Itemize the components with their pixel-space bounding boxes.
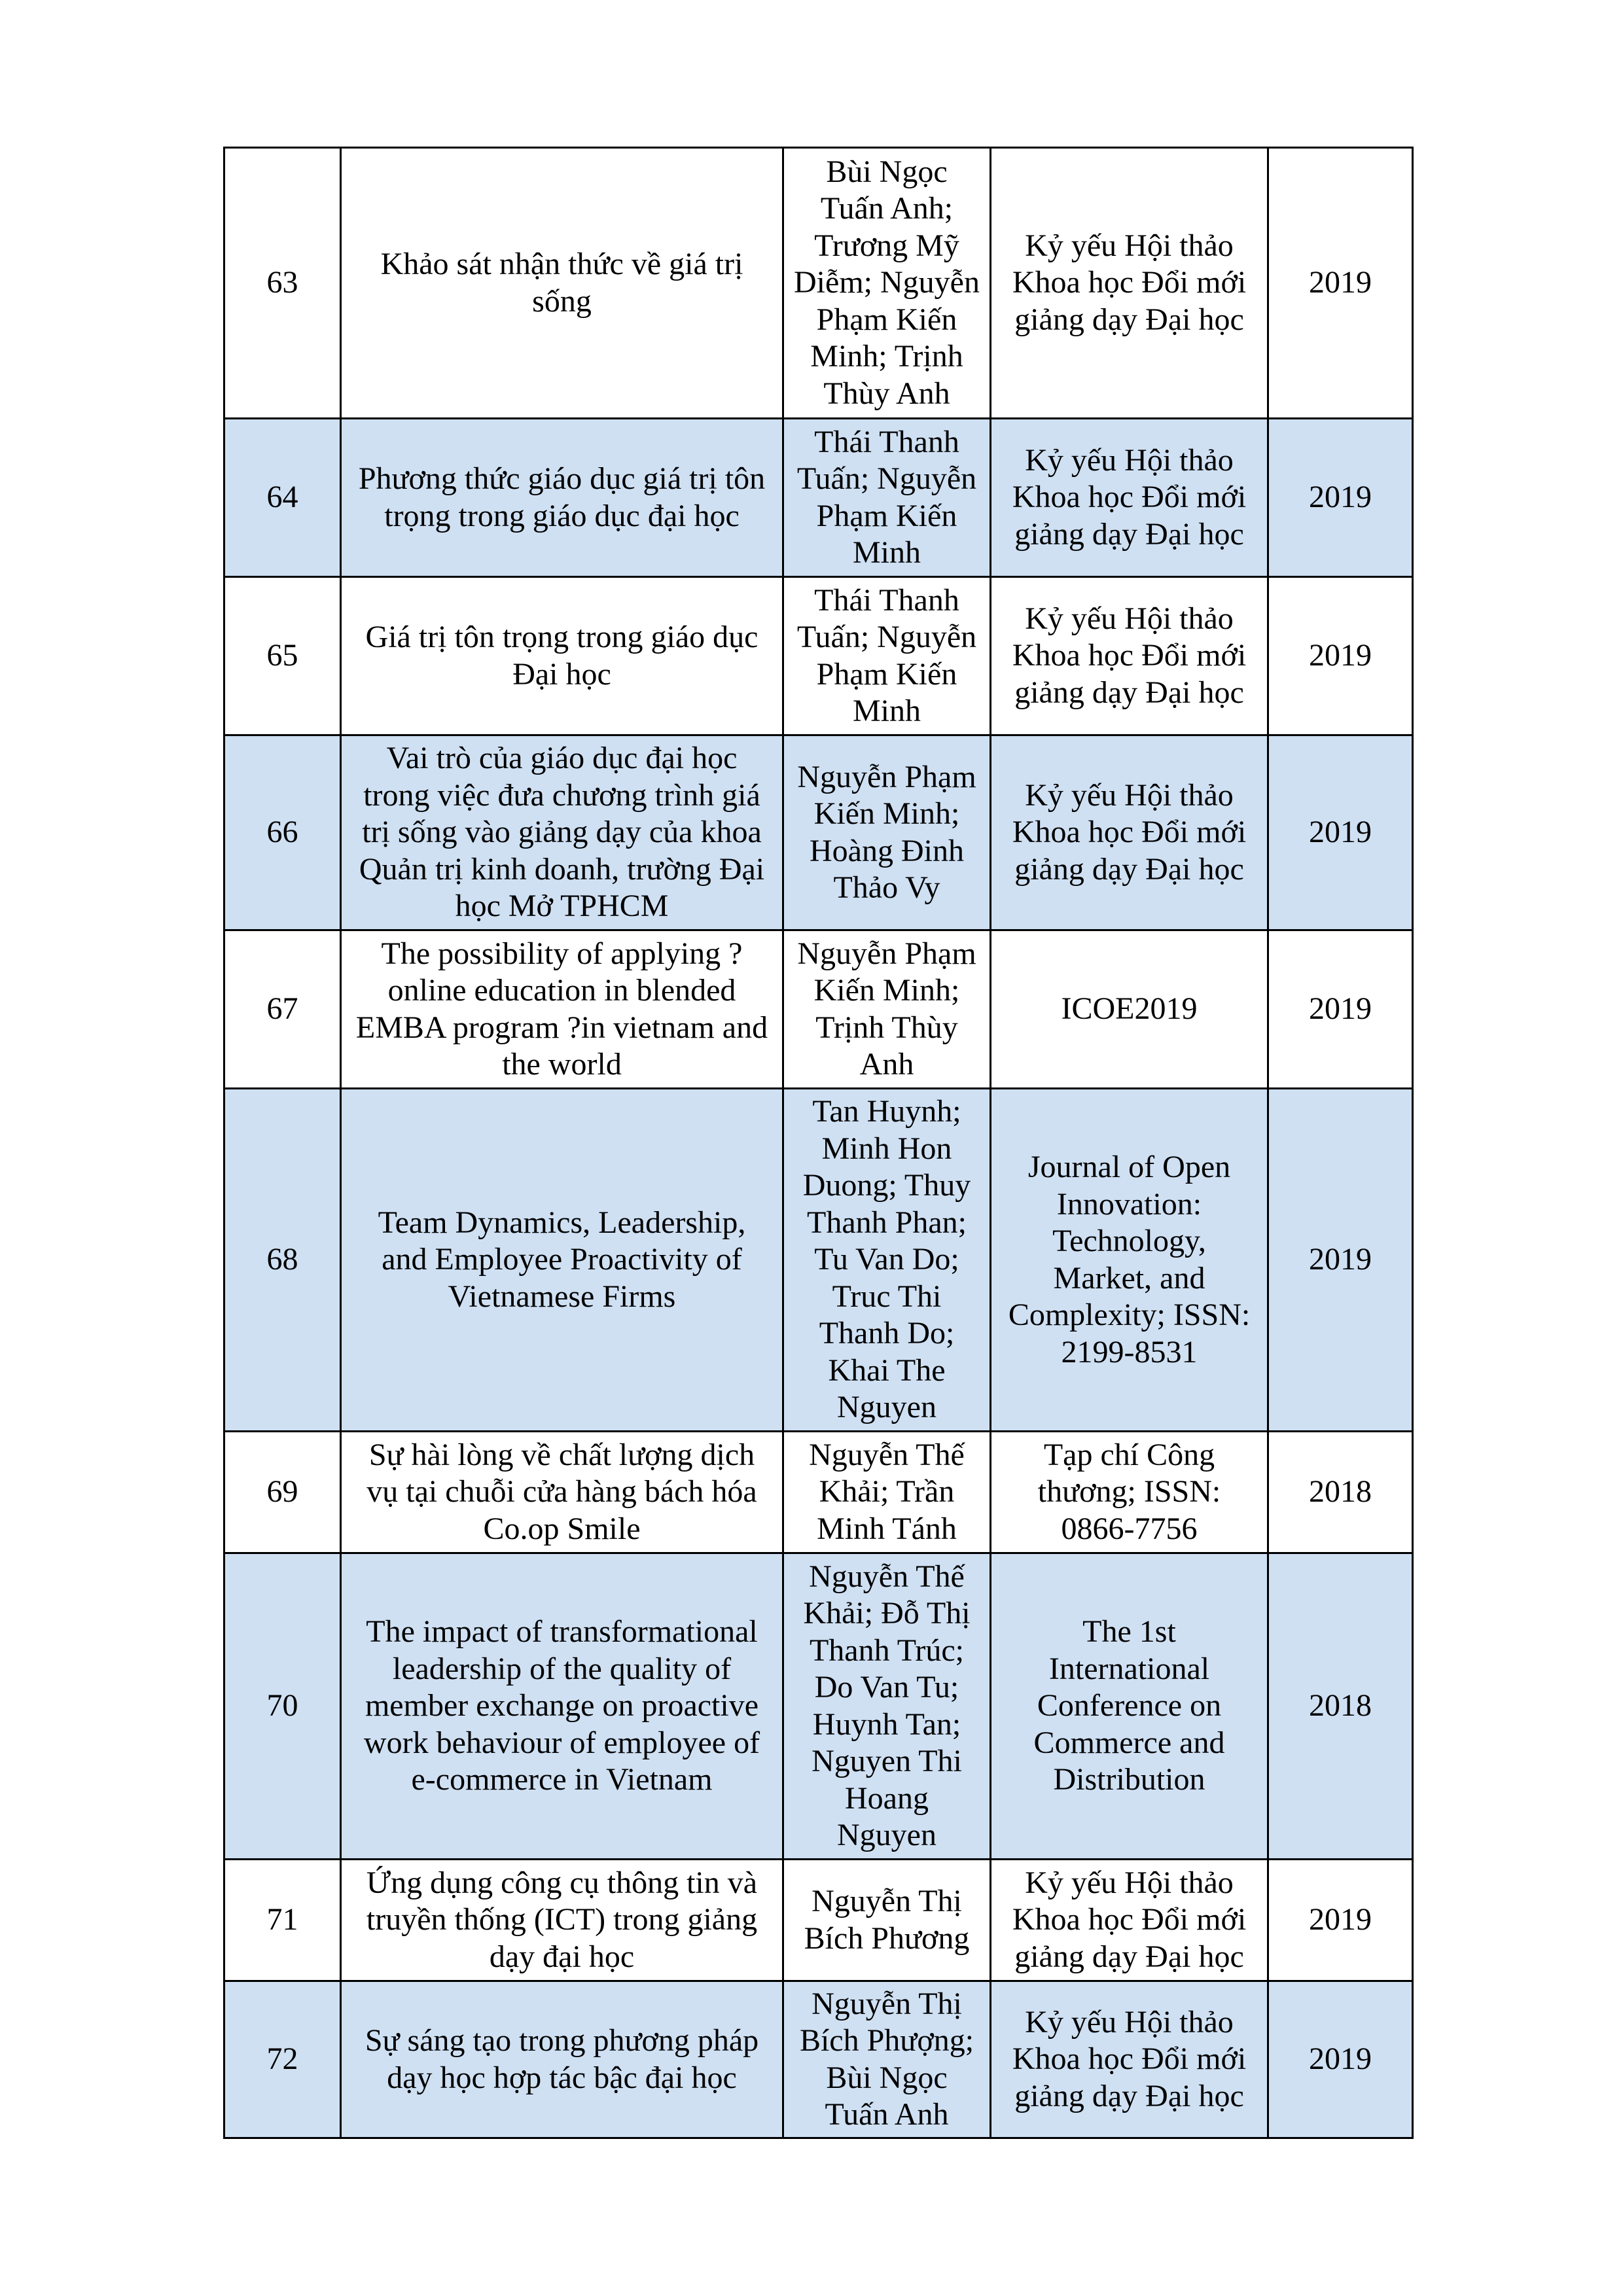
table-row — [224, 1860, 1413, 1981]
table-row — [224, 735, 1413, 930]
row-number: 69 — [224, 1432, 341, 1553]
row-number: 66 — [224, 735, 341, 930]
publication-venue: Journal of Open Innovation: Technology, Market, and Complexity; ISSN: 2199-8531 — [991, 1089, 1268, 1432]
publication-venue: Kỷ yếu Hội thảo Khoa học Đổi mới giảng dạy Đại học — [991, 1981, 1268, 2138]
publication-title: The possibility of applying ? online education in blended EMBA program ?in vietnam and the world — [341, 930, 783, 1089]
publication-year: 2018 — [1268, 1432, 1413, 1553]
publication-venue: Kỷ yếu Hội thảo Khoa học Đổi mới giảng dạy Đại học — [991, 148, 1268, 419]
publication-year: 2019 — [1268, 577, 1413, 735]
publication-title: Phương thức giáo dục giá trị tôn trọng trong giáo dục đại học — [341, 419, 783, 577]
publication-authors: Nguyễn Thế Khải; Đỗ Thị Thanh Trúc; Do Van Tu; Huynh Tan; Nguyen Thi Hoang Nguyen — [783, 1553, 991, 1860]
publication-year: 2019 — [1268, 1089, 1413, 1432]
row-number: 67 — [224, 930, 341, 1089]
row-number: 63 — [224, 148, 341, 419]
table-row — [224, 1553, 1413, 1860]
publication-venue: Kỷ yếu Hội thảo Khoa học Đổi mới giảng dạy Đại học — [991, 577, 1268, 735]
publication-title: Sự sáng tạo trong phương pháp dạy học hợp tác bậc đại học — [341, 1981, 783, 2138]
row-number: 72 — [224, 1981, 341, 2138]
publication-year: 2018 — [1268, 1553, 1413, 1860]
row-number: 65 — [224, 577, 341, 735]
publication-authors: Nguyễn Phạm Kiến Minh; Hoàng Đinh Thảo Vy — [783, 735, 991, 930]
publication-title: The impact of transformational leadership of the quality of member exchange on proactive work behaviour of employee of e-commerce in Vietnam — [341, 1553, 783, 1860]
publication-authors: Thái Thanh Tuấn; Nguyễn Phạm Kiến Minh — [783, 577, 991, 735]
table-row — [224, 1089, 1413, 1432]
publication-year: 2019 — [1268, 148, 1413, 419]
table-row — [224, 1981, 1413, 2138]
table-row — [224, 148, 1413, 419]
publication-year: 2019 — [1268, 930, 1413, 1089]
row-number: 71 — [224, 1860, 341, 1981]
publication-authors: Bùi Ngọc Tuấn Anh; Trương Mỹ Diễm; Nguyễn Phạm Kiến Minh; Trịnh Thùy Anh — [783, 148, 991, 419]
publication-venue: Kỷ yếu Hội thảo Khoa học Đổi mới giảng dạy Đại học — [991, 735, 1268, 930]
publication-title: Vai trò của giáo dục đại học trong việc đưa chương trình giá trị sống vào giảng dạy của khoa Quản trị kinh doanh, trường Đại học Mở TPHCM — [341, 735, 783, 930]
publication-authors: Thái Thanh Tuấn; Nguyễn Phạm Kiến Minh — [783, 419, 991, 577]
publication-year: 2019 — [1268, 1860, 1413, 1981]
publication-venue: ICOE2019 — [991, 930, 1268, 1089]
publication-year: 2019 — [1268, 735, 1413, 930]
publication-venue: The 1st International Conference on Commerce and Distribution — [991, 1553, 1268, 1860]
publications-table — [223, 147, 1414, 2139]
publication-authors: Nguyễn Phạm Kiến Minh; Trịnh Thùy Anh — [783, 930, 991, 1089]
table-row — [224, 930, 1413, 1089]
publication-venue: Tạp chí Công thương; ISSN: 0866-7756 — [991, 1432, 1268, 1553]
table-row — [224, 419, 1413, 577]
row-number: 64 — [224, 419, 341, 577]
publication-authors: Nguyễn Thị Bích Phượng; Bùi Ngọc Tuấn Anh — [783, 1981, 991, 2138]
publication-authors: Nguyễn Thị Bích Phương — [783, 1860, 991, 1981]
publication-authors: Nguyễn Thế Khải; Trần Minh Tánh — [783, 1432, 991, 1553]
publication-venue: Kỷ yếu Hội thảo Khoa học Đổi mới giảng dạy Đại học — [991, 419, 1268, 577]
table-row — [224, 1432, 1413, 1553]
publication-title: Khảo sát nhận thức về giá trị sống — [341, 148, 783, 419]
publication-year: 2019 — [1268, 1981, 1413, 2138]
publication-title: Team Dynamics, Leadership, and Employee Proactivity of Vietnamese Firms — [341, 1089, 783, 1432]
publication-venue: Kỷ yếu Hội thảo Khoa học Đổi mới giảng dạy Đại học — [991, 1860, 1268, 1981]
publication-title: Giá trị tôn trọng trong giáo dục Đại học — [341, 577, 783, 735]
table-row — [224, 577, 1413, 735]
publication-title: Sự hài lòng về chất lượng dịch vụ tại chuỗi cửa hàng bách hóa Co.op Smile — [341, 1432, 783, 1553]
publication-title: Ứng dụng công cụ thông tin và truyền thống (ICT) trong giảng dạy đại học — [341, 1860, 783, 1981]
row-number: 68 — [224, 1089, 341, 1432]
publication-authors: Tan Huynh; Minh Hon Duong; Thuy Thanh Phan; Tu Van Do; Truc Thi Thanh Do; Khai The Nguyen — [783, 1089, 991, 1432]
publication-year: 2019 — [1268, 419, 1413, 577]
row-number: 70 — [224, 1553, 341, 1860]
